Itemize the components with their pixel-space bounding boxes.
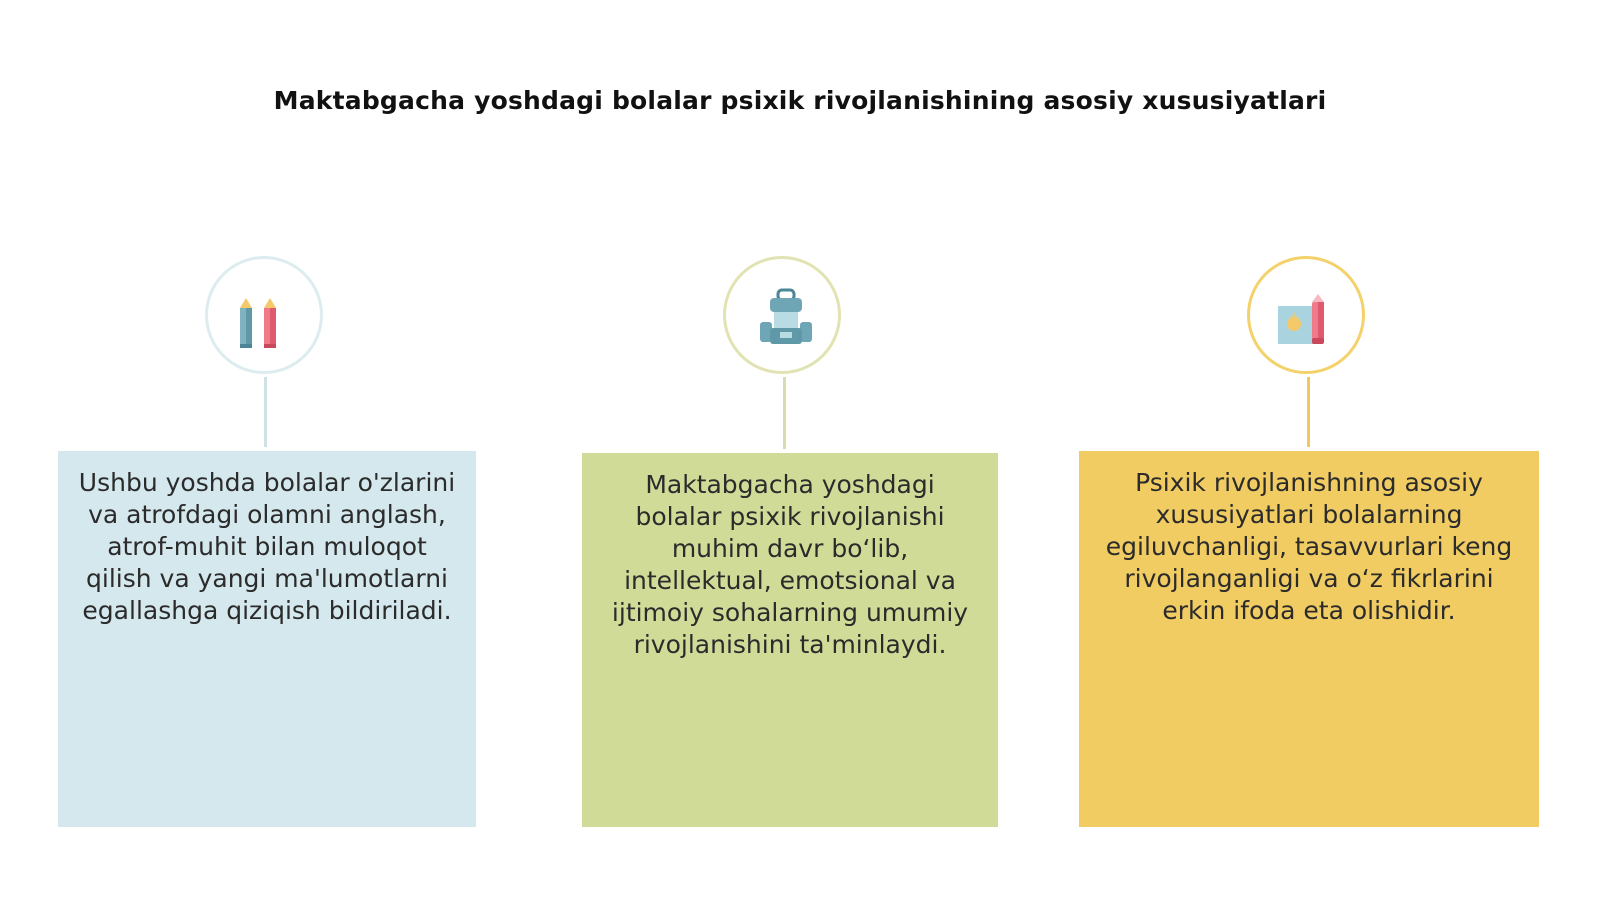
connector-2 bbox=[783, 377, 786, 449]
card-1: Ushbu yoshda bolalar o'zlarini va atrofdagi olamni anglash, atrof-muhit bilan muloqot qilish va yangi ma'lumotlarni egallashga qiziqish bildiriladi. bbox=[58, 451, 476, 827]
pencils-icon bbox=[236, 296, 286, 356]
connector-3 bbox=[1307, 377, 1310, 447]
drawing-icon bbox=[1274, 292, 1338, 356]
page-title: Maktabgacha yoshdagi bolalar psixik rivojlanishining asosiy xususiyatlari bbox=[273, 86, 1327, 115]
backpack-icon bbox=[756, 288, 816, 352]
connector-1 bbox=[264, 377, 267, 447]
card-3: Psixik rivojlanishning asosiy xususiyatlari bolalarning egiluvchanligi, tasavvurlari keng rivojlanganligi va o‘z fikrlarini erkin ifoda eta olishidir. bbox=[1079, 451, 1539, 827]
card-2: Maktabgacha yoshdagi bolalar psixik rivojlanishi muhim davr bo‘lib, intellektual, emotsional va ijtimoiy sohalarning umumiy rivojlanishini ta'minlaydi. bbox=[582, 453, 998, 827]
